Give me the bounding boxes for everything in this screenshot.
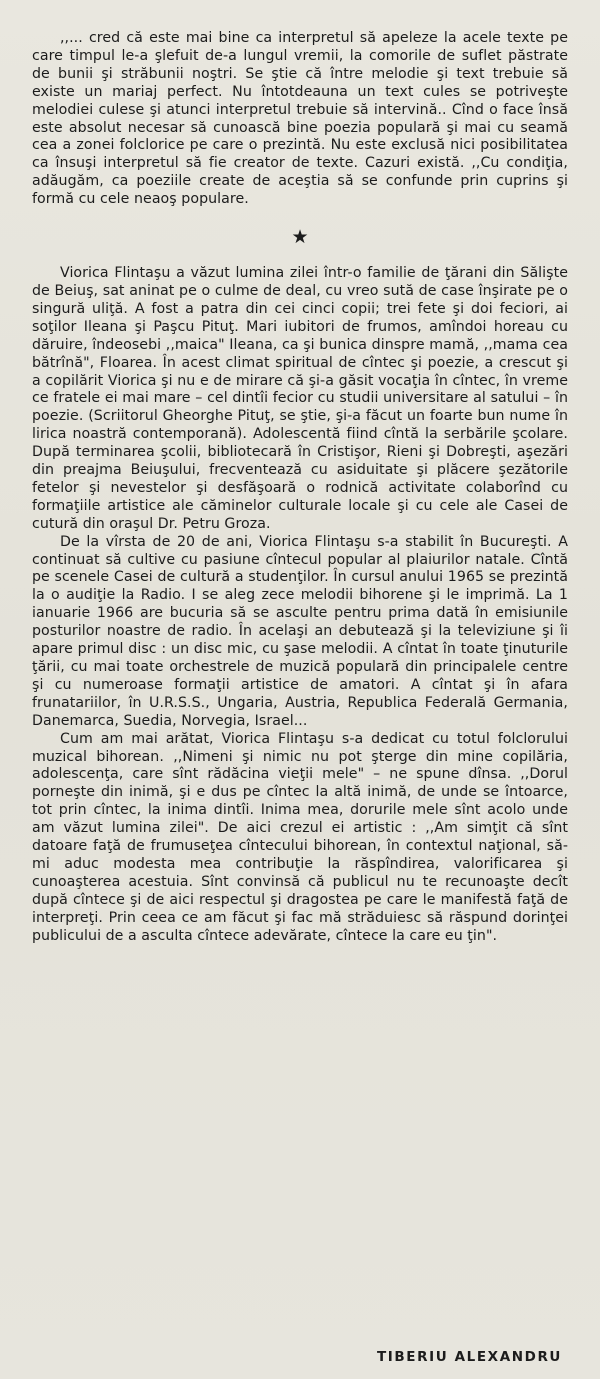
- biography-paragraph-career: De la vîrsta de 20 de ani, Viorica Flintaşu s-a stabilit în Bucureşti. A continuat să cultive cu pasiune cîntecul popular al plaiurilor natale. Cîntă pe scenele Casei de cultură a studenţilor. În cursul anului 1965 se prezintă la o audiţie la Radio. I se aleg zece melodii bihorene şi le imprimă. La 1 ianuarie 1966 are bucuria să se asculte pentru prima dată în emisiunile posturilor noastre de radio. În acelaşi an debutează şi la televiziune şi îi apare primul disc : un disc mic, cu şase melodii. A cîntat în toate ţinuturile ţării, cu mai toate orchestrele de muzică populară din principalele centre şi cu numeroase formaţii artistice de amatori. A cîntat şi în afara frunatariilor, în U.R.S.S., Ungaria, Austria, Republica Federală Germania, Danemarca, Suedia, Norvegia, Israel...: [32, 533, 568, 729]
- section-separator-star: ★: [291, 226, 309, 249]
- biography-paragraph-childhood: Viorica Flintaşu a văzut lumina zilei într-o familie de ţărani din Sălişte de Beiuş, sat aninat pe o culme de deal, cu vreo sută de case înşirate pe o singură uliţă. A fost a patra din cei cinci copii; trei fete şi doi feciori, ai soţilor Ileana şi Paşcu Pituţ. Mari iubitori de frumos, amîndoi horeau cu dăruire, îndeosebi ,,maica" Ileana, ca şi bunica dinspre mamă, ,,mama cea bătrînă", Floarea. În acest climat spiritual de cîntec şi poezie, a crescut şi a copilărit Viorica şi nu e de mirare că şi-a găsit vocaţia în cîntec, în vreme ce fratele ei mai mare – cel dintîi fecior cu studii universitare al satului – în poezie. (Scriitorul Gheorghe Pituţ, se ştie, şi-a făcut un foarte bun nume în lirica noastră contemporană). Adolescentă fiind cîntă la serbările şcolare. După terminarea şcolii, bibliotecară în Cristişor, Rieni şi Dobreşti, aşezări din preajma Beiuşului, frecventează cu asiduitate şi plăcere şezătorile fetelor şi nevestelor şi desfăşoară o rodnică activitate colaborînd cu formaţiile artistice ale căminelor culturale locale şi cu cele ale Casei de cutură din oraşul Dr. Petru Groza.: [32, 265, 568, 532]
- intro-quote-paragraph: ,,... cred că este mai bine ca interpretul să apeleze la acele texte pe care timpul le-a şlefuit de-a lungul vremii, la comorile de suflet păstrate de bunii şi străbunii noştri. Se ştie că între melodie şi text trebuie să existe un mariaj perfect. Nu întotdeauna un text cules se potriveşte melodiei culese şi atunci interpretul trebuie să intervină.. Cînd o face însă este absolut necesar să cunoască bine poezia populară şi mai cu seamă cea a zonei folclorice pe care o prezintă. Nu este exclusă nici posibilitatea ca însuşi interpretul să fie creator de texte. Cazuri există. ,,Cu condiţia, adăugăm, ca poeziile create de aceştia să se confunde prin cuprins şi formă cu cele neaoş populare.: [32, 30, 568, 208]
- author-signature: TIBERIU ALEXANDRU: [376, 1349, 562, 1365]
- biography-paragraph-credo: Cum am mai arătat, Viorica Flintaşu s-a dedicat cu totul folclorului muzical bihorean. ,,Nimeni şi nimic nu pot şterge din mine copilăria, adolescenţa, care sînt rădăcina vieţii mele" – ne spune dînsa. ,,Dorul porneşte din inimă, şi e dus pe cîntec la altă inimă, de unde se întoarce, tot prin cîntec, la inima dintîi. Inima mea, dorurile mele sînt acolo unde am văzut lumina zilei". De aici crezul ei artistic : ,,Am simţit că sînt datoare faţă de frumuseţea cîntecului bihorean, în contextul naţional, să-mi aduc modesta mea contribuţie la răspîndirea, valorificarea şi cunoaşterea acestuia. Sînt convinsă că publicul nu te recunoaşte decît după cîntece şi de aici respectul şi dragostea pe care le manifestă faţă de interpreţi. Prin ceea ce am făcut şi fac mă străduiesc să răspund dorinţei publicului de a asculta cîntece adevărate, cîntece la care eu ţin".: [32, 730, 568, 944]
- biography-section: [32, 265, 568, 945]
